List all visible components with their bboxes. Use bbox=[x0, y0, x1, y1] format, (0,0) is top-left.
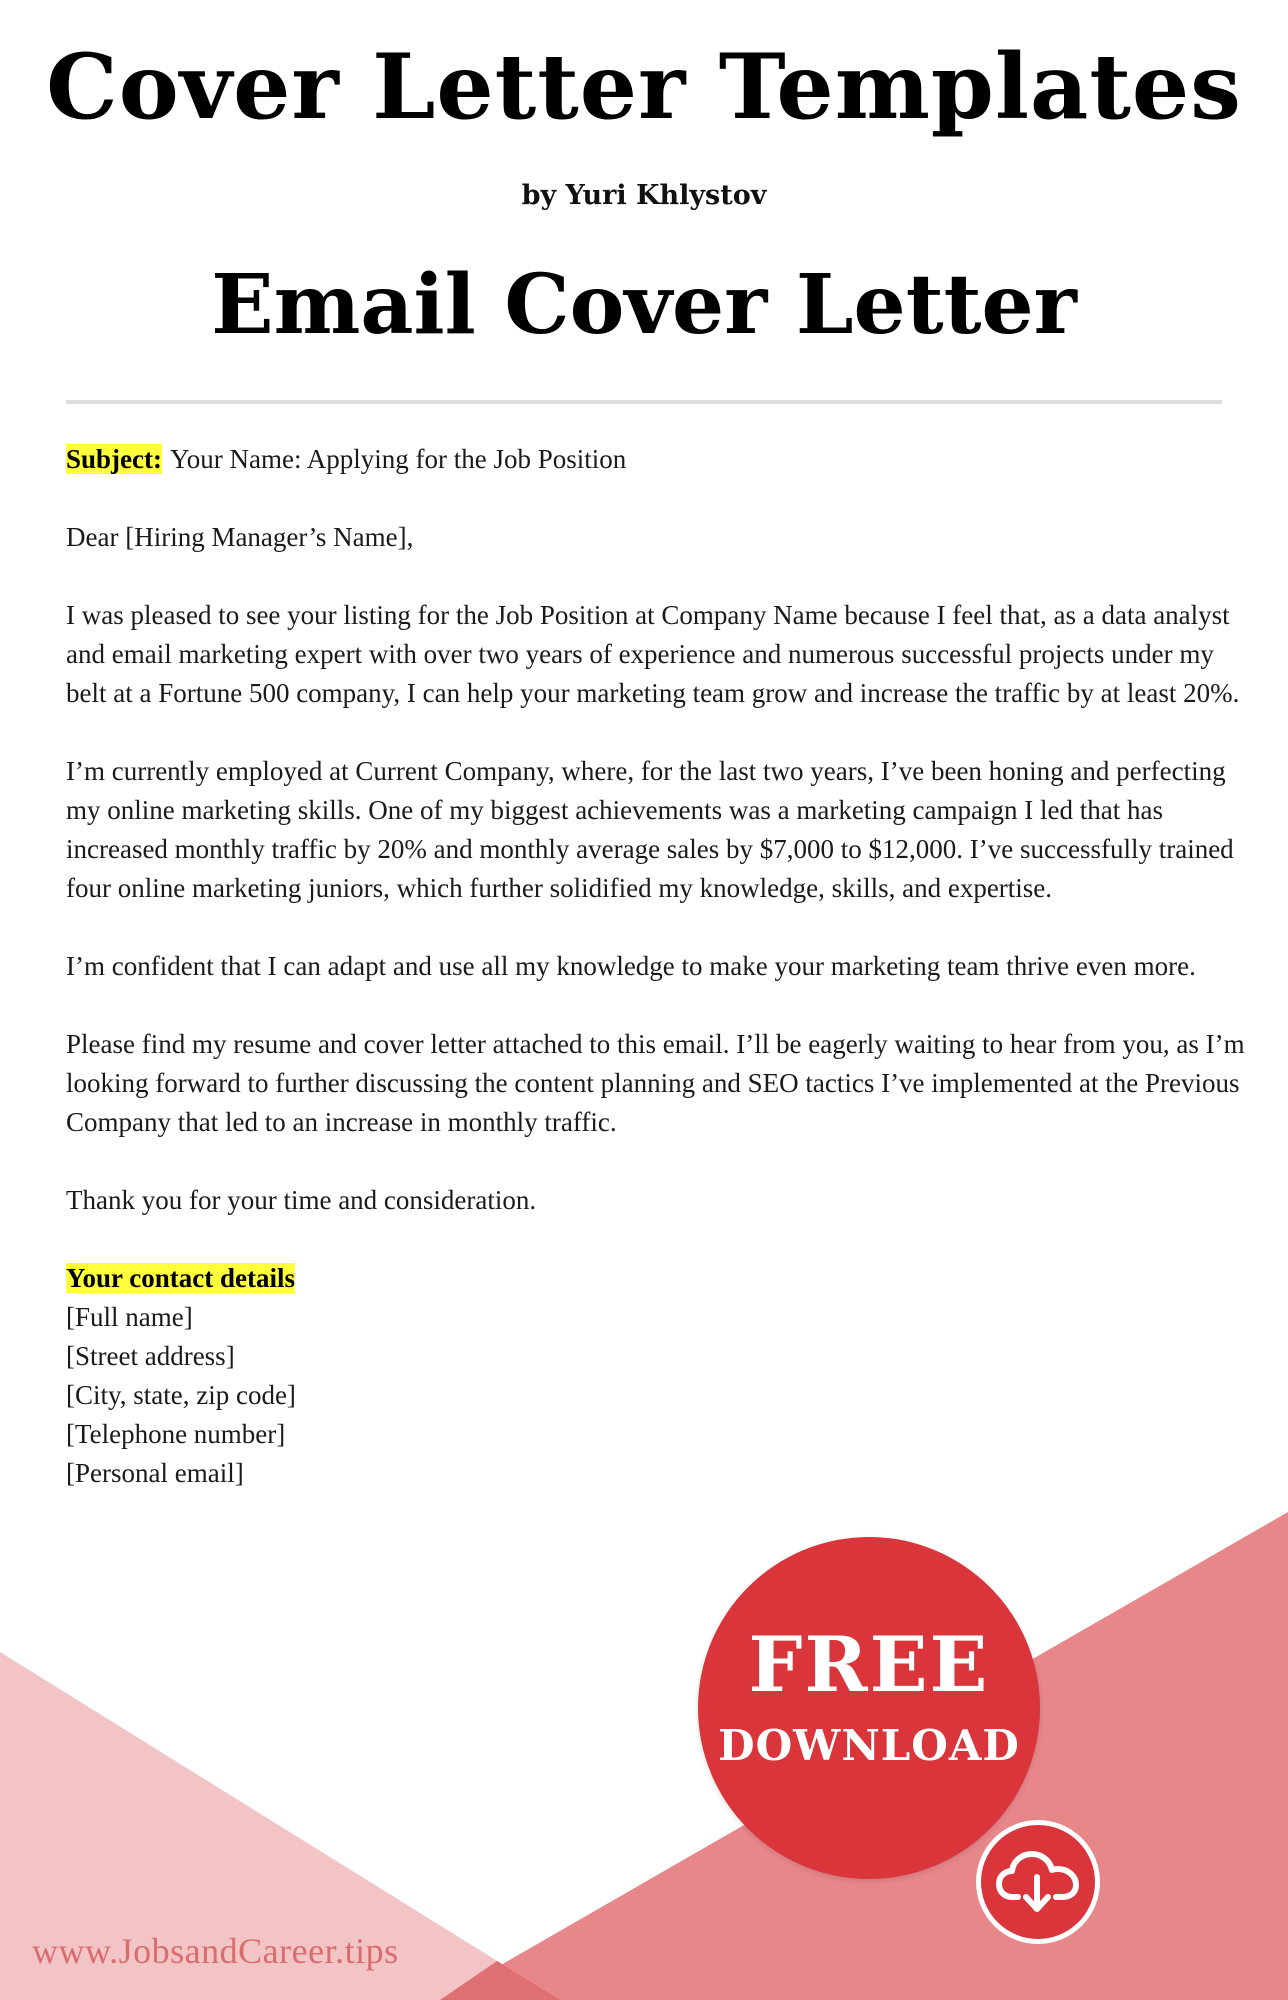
greeting: Dear [Hiring Manager’s Name], bbox=[66, 522, 414, 552]
contact-full-name: [Full name] bbox=[66, 1302, 193, 1332]
contact-street-address: [Street address] bbox=[66, 1341, 235, 1371]
free-label: FREE bbox=[748, 1620, 990, 1709]
site-url[interactable]: www.JobsandCareer.tips bbox=[32, 1931, 399, 1971]
subject-text: Your Name: Applying for the Job Position bbox=[170, 444, 627, 474]
paragraph-1: I was pleased to see your listing for the Job Position at Company Name because I feel that, as a data analyst and email marketing expert with over two years of experience and numerous successful projects under my belt at a Fortune 500 company, I can help your marketing team grow and increase the traffic by at least 20%. bbox=[66, 600, 1240, 708]
contact-telephone: [Telephone number] bbox=[66, 1419, 286, 1449]
divider bbox=[66, 400, 1222, 404]
template-title: Email Cover Letter bbox=[211, 257, 1077, 353]
contact-email: [Personal email] bbox=[66, 1458, 244, 1488]
closing: Thank you for your time and consideration. bbox=[66, 1185, 537, 1215]
paragraph-3: I’m confident that I can adapt and use all my knowledge to make your marketing team thrive even more. bbox=[66, 951, 1196, 981]
author-byline: by Yuri Khlystov bbox=[521, 180, 767, 211]
paragraph-4: Please find my resume and cover letter attached to this email. I’ll be eagerly waiting to hear from you, as I’m looking forward to further discussing the content planning and SEO tactics I’ve implemented at the Previous Company that led to an increase in monthly traffic. bbox=[66, 1029, 1245, 1137]
download-label: DOWNLOAD bbox=[718, 1721, 1020, 1770]
paragraph-2: I’m currently employed at Current Company, where, for the last two years, I’ve been honing and perfecting my online marketing skills. One of my biggest achievements was a marketing campaign I led that has increased monthly traffic by 20% and monthly average sales by $7,000 to $12,000. I’ve successfully trained four online marketing juniors, which further solidified my knowledge, skills, and expertise. bbox=[66, 756, 1234, 903]
contact-details bbox=[66, 1259, 1246, 1493]
page-title: Cover Letter Templates bbox=[46, 34, 1242, 140]
cloud-download-icon bbox=[996, 1847, 1080, 1917]
contact-heading: Your contact details bbox=[66, 1263, 295, 1293]
free-download-button[interactable] bbox=[698, 1537, 1040, 1879]
letter-body bbox=[66, 440, 1246, 1493]
contact-city-state-zip: [City, state, zip code] bbox=[66, 1380, 296, 1410]
subject-line bbox=[66, 440, 1246, 479]
cloud-download-button[interactable] bbox=[976, 1820, 1100, 1944]
subject-label: Subject: bbox=[66, 444, 162, 474]
